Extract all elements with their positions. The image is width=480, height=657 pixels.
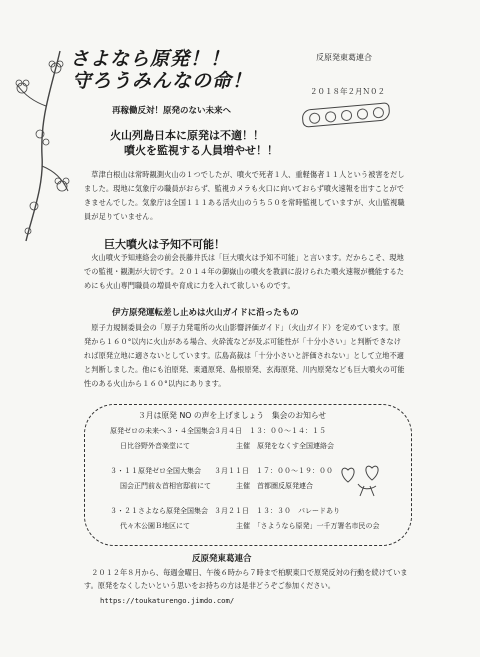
- event-3-title: ３・２１さよなら原発全国集会: [110, 507, 208, 515]
- event-1-title: 原発ゼロの未来へ３・４全国集会: [110, 427, 215, 435]
- section1-heading-line1: 火山列島日本に原発は不適！！: [110, 129, 264, 142]
- section2-heading: 巨大噴火は予知不可能！: [104, 238, 225, 251]
- plum-blossom-illustration: [12, 46, 72, 246]
- section3-body: 原子力規制委員会の「原子力発電所の火山影響評価ガイド」（火山ガイド）を定めています。原発から１６０°以内に火山がある場合、火砕流などが及ぶ可能性が「十分小さい」と判断できなければ原発立地に適さないとしています。広島高裁は「十分小さいと評価されない」として立地不適と判断しました。他にも泊原発、東通原発、島根原発、玄海原発、川内原発なども巨大噴火の可能性のある火山から１６０°以内にあります。: [84, 323, 405, 388]
- event-3-place: 代々木公園Ｂ地区にて: [120, 522, 190, 530]
- section1-body: 草津白根山は常時観測火山の１つでしたが、噴火で死者１人、重軽傷者１１人という被害をだしました。現地に気象庁の職員がおらず、監視カメラも火口に向いておらず噴火速報を出すことができませんでした。気象庁は全国１１１ある活火山のうち５０を常時監視していますが、火山監視職員が足りていません。: [84, 170, 405, 221]
- section2-body: 火山噴火予知連絡会の前会長藤井氏は「巨大噴火は予知不可能」と言います。だからこそ、現地での監視・観測が大切です。２０１４年の御嶽山の噴火を教訓に設けられた噴火速報が機能するためにも火山専門職員の増員や育成に力を入れて欲しいものです。: [84, 253, 405, 290]
- circle-icon: [341, 109, 353, 121]
- org-name-header: 反原発東葛連合: [316, 53, 372, 62]
- event-2-date: ３月１１日 １７：００～１９：００: [214, 467, 333, 475]
- event-1-place: 日比谷野外音楽堂にて: [120, 442, 190, 450]
- circle-icon: [372, 107, 384, 119]
- issue-number: ２０１８年２月Ｎ０２: [310, 87, 385, 96]
- event-3-host: 主催 「さようなら原発」一千万署名市民の会: [236, 522, 380, 530]
- circle-icon: [309, 112, 321, 124]
- event-1-date: ３月４日 １３：００～１４：１５: [214, 427, 326, 435]
- section3-heading: 伊方原発運転差し止めは火山ガイドに沿ったもの: [112, 308, 299, 318]
- subtitle: 再稼働反対！原発のない未来へ: [112, 106, 232, 116]
- closing-body: ２０１２年８月から、毎週金曜日、午後６時から７時まで柏駅東口で原発反対の行動を続けています。原発をなくしたいという思いをお持ちの方は是非どうぞご参加ください。: [84, 568, 408, 590]
- section1-heading-line2: 噴火を監視する人員増やせ！！: [124, 144, 278, 157]
- announcement-title: ３月は原発 NO の声を上げましょう 集会のお知らせ: [138, 411, 327, 420]
- event-2-title: ３・１１原発ゼロ全国大集会: [110, 467, 201, 475]
- event-1-host: 主催 原発をなくす全国連絡会: [236, 442, 334, 450]
- circle-icon: [357, 108, 369, 120]
- ribbon-hearts-illustration: [340, 460, 390, 500]
- event-3-date: ３月２１日 １３：３０ パレードあり: [214, 507, 340, 515]
- circle-icon: [325, 111, 337, 123]
- org-name-footer: 反原発東葛連合: [192, 554, 252, 564]
- event-2-host: 主催 首都圏反原発連合: [236, 482, 313, 490]
- event-2-place: 国会正門前＆首相官邸前にて: [120, 482, 211, 490]
- handwritten-badge: [301, 102, 390, 128]
- section1-heading: [110, 128, 278, 158]
- title-line-2: 守ろうみんなの命！: [72, 70, 253, 92]
- website-link[interactable]: https://toukaturengo.jimdo.com/: [100, 596, 235, 605]
- title-line-1: さよなら原発！！: [70, 48, 231, 70]
